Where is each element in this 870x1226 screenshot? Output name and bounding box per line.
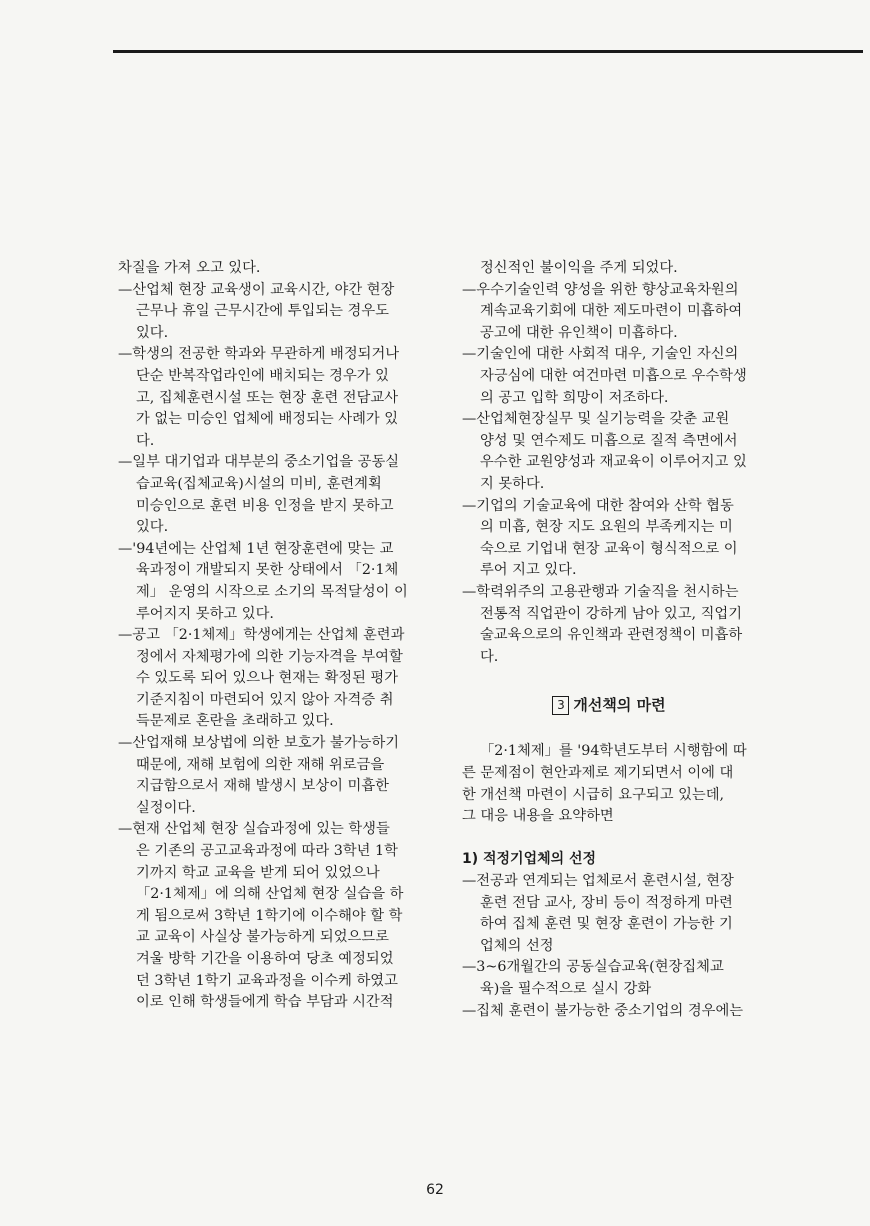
right-column [462, 258, 756, 1022]
text-line: —현재 산업체 현장 실습과정에 있는 학생들 [118, 821, 390, 838]
top-rule [113, 50, 863, 53]
text-line: 「2·1체제」를 '94학년도부터 시행함에 따 [480, 743, 747, 760]
spacer [462, 720, 756, 742]
text-line: 기준지침이 마련되어 있지 않아 자격증 취 [136, 691, 394, 708]
text-line: 있다. [136, 519, 169, 536]
text-line: 가 없는 미승인 업체에 배정되는 사례가 있 [136, 411, 399, 428]
text-line: 게 됨으로써 3학년 1학기에 이수해야 할 학 [136, 907, 403, 924]
text-line: 그 대응 내용을 요약하면 [462, 808, 614, 825]
text-line: 계속교육기회에 대한 제도마련이 미흡하여 [480, 303, 743, 320]
text-line: —우수기술인력 양성을 위한 향상교육차원의 [462, 281, 739, 298]
text-line: 단순 반복작업라인에 배치되는 경우가 있 [136, 367, 389, 384]
subsection-title: 1) 적정기업체의 선정 [462, 851, 597, 868]
text-line: —기술인에 대한 사회적 대우, 기술인 자신의 [462, 346, 739, 363]
text-line: —학생의 전공한 학과와 무관하게 배정되거나 [118, 346, 400, 363]
text-line: —학력위주의 고용관행과 기술직을 천시하는 [462, 583, 739, 600]
text-line: —전공과 연계되는 업체로서 훈련시설, 현장 [462, 873, 734, 890]
text-line: 차질을 가져 오고 있다. [118, 260, 261, 276]
text-line: 던 3학년 1학기 교육과정을 이수케 하였고 [136, 972, 398, 989]
text-line: 술교육으로의 유인책과 관련정책이 미흡하 [480, 627, 743, 644]
spacer [462, 668, 756, 690]
section-number-box: 3 [552, 696, 569, 715]
text-line: —산업체현장실무 및 실기능력을 갖춘 교원 [462, 411, 730, 428]
text-line: 다. [136, 432, 155, 449]
text-line: 득문제로 혼란을 초래하고 있다. [136, 713, 334, 730]
text-line: 은 기존의 공고교육과정에 따라 3학년 1학 [136, 843, 398, 860]
text-line: 자긍심에 대한 여건마련 미흡으로 우수학생 [480, 367, 747, 384]
text-line: 실정이다. [136, 799, 196, 816]
text-line: 정에서 자체평가에 의한 기능자격을 부여할 [136, 648, 403, 665]
text-line: 숙으로 기업내 현장 교육이 형식적으로 이 [480, 540, 738, 557]
text-line: 미승인으로 훈련 비용 인정을 받지 못하고 [136, 497, 394, 514]
text-line: 전통적 직업관이 강하게 남아 있고, 직업기 [480, 605, 743, 622]
text-line: 한 개선책 마련이 시급히 요구되고 있는데, [462, 786, 725, 803]
text-line: 겨울 방학 기간을 이용하여 당초 예정되었 [136, 951, 394, 967]
text-line: —일부 대기업과 대부분의 중소기업을 공동실 [118, 454, 400, 471]
text-line: 의 미흡, 현장 지도 요원의 부족케지는 미 [480, 519, 733, 536]
text-line: 지 못하다. [480, 475, 545, 492]
text-line: 이로 인해 학생들에게 학습 부담과 시간적 [136, 994, 394, 1011]
text-line: 육)을 필수적으로 실시 강화 [480, 981, 652, 997]
text-line: 업체의 선정 [480, 937, 554, 954]
text-line: 습교육(집체교육)시설의 미비, 훈련계획 [136, 475, 382, 492]
page-number: 62 [426, 1182, 444, 1198]
text-line: 고, 집체훈련시설 또는 현장 훈련 전담교사 [136, 389, 399, 406]
text-line: —3~6개월간의 공동실습교육(현장집체교 [462, 959, 724, 976]
text-line: 하여 집체 훈련 및 현장 훈련이 가능한 기 [480, 916, 733, 933]
section-title: 개선책의 마련 [573, 695, 666, 714]
text-line: 루어 지고 있다. [480, 562, 577, 579]
text-line: 정신적인 불이익을 주게 되었다. [480, 260, 678, 276]
text-line: —기업의 기술교육에 대한 참여와 산학 협동 [462, 497, 734, 514]
text-line: 른 문제점이 현안과제로 제기되면서 이에 대 [462, 765, 734, 782]
text-line: 「2·1체제」에 의해 산업체 현장 실습을 하 [136, 886, 404, 903]
text-line: 육과정이 개발되지 못한 상태에서 「2·1체 [136, 562, 399, 579]
spacer [462, 828, 756, 850]
text-line: 양성 및 연수제도 미흡으로 질적 측면에서 [480, 432, 738, 449]
text-line: 훈련 전담 교사, 장비 등이 적정하게 마련 [480, 894, 733, 911]
text-line: 다. [480, 648, 499, 665]
text-line: —'94년에는 산업체 1년 현장훈련에 맞는 교 [118, 540, 394, 557]
text-line: 때문에, 재해 보험에 의한 재해 위로금을 [136, 756, 385, 773]
text-line: 제」 운영의 시작으로 소기의 목적달성이 이 [136, 583, 408, 600]
section-heading [462, 690, 756, 720]
text-line: —집체 훈련이 불가능한 중소기업의 경우에는 [462, 1002, 744, 1019]
text-line: 공고에 대한 유인책이 미흡하다. [480, 324, 678, 341]
text-line: —산업재해 보상법에 의한 보호가 불가능하기 [118, 735, 400, 752]
text-line: 우수한 교원양성과 재교육이 이루어지고 있 [480, 454, 747, 471]
left-column [118, 258, 418, 1014]
text-line: 교 교육이 사실상 불가능하게 되었으므로 [136, 929, 389, 946]
text-line: 지급함으로서 재해 발생시 보상이 미흡한 [136, 778, 389, 795]
text-line: 루어지지 못하고 있다. [136, 605, 274, 622]
text-line: 수 있도록 되어 있으나 현재는 확정된 평가 [136, 670, 399, 687]
text-line: 의 공고 입학 희망이 저조하다. [480, 389, 669, 406]
text-line: 근무나 휴일 근무시간에 투입되는 경우도 [136, 303, 389, 320]
text-line: —공고 「2·1체제」학생에게는 산업체 훈련과 [118, 627, 405, 644]
text-line: —산업체 현장 교육생이 교육시간, 야간 현장 [118, 281, 395, 298]
text-line: 기까지 학교 교육을 받게 되어 있었으나 [136, 864, 380, 881]
text-line: 있다. [136, 324, 169, 341]
